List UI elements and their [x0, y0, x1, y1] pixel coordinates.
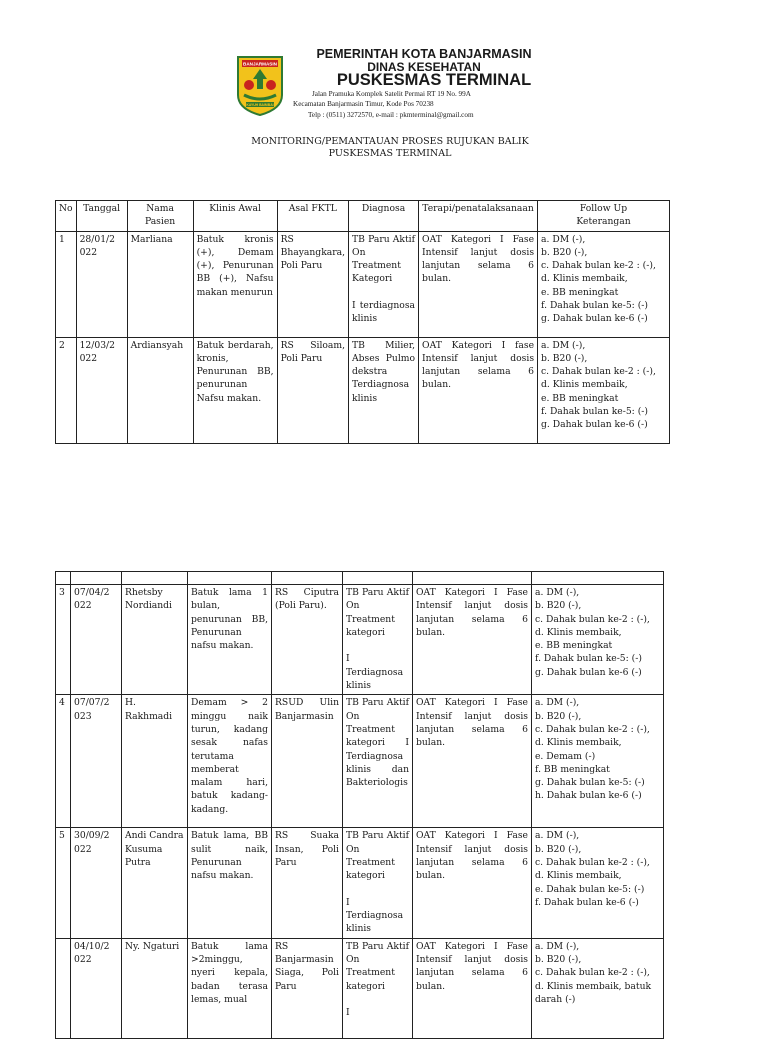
- document-subtitle: PUSKESMAS TERMINAL: [328, 148, 452, 159]
- cell-nama-pasien: Rhetsby Nordiandi: [122, 585, 188, 695]
- cell-klinis-awal: Batuk lama, BB sulit naik, Penurunan nafsu makan.: [188, 828, 272, 938]
- cell-diagnosa: TB Paru Aktif On Treatment kategori I Terdiagnosa klinis dan Bakteriologis: [343, 695, 413, 828]
- cell-tanggal: 28/01/2 022: [76, 231, 127, 337]
- cell-nama-pasien: Ny. Ngaturi: [122, 938, 188, 1038]
- follow-up-item: f. Dahak bulan ke-5: (-): [541, 300, 648, 312]
- cell-nama-pasien: Ardiansyah: [127, 337, 193, 443]
- svg-text:KAYUH BAIMBAI: KAYUH BAIMBAI: [246, 103, 274, 107]
- table-row: [56, 938, 664, 1038]
- cell-diagnosa: TB Paru Aktif On Treatment kategori I Terdiagnosa klinis: [343, 828, 413, 938]
- cell-diagnosa: TB Paru Aktif On Treatment kategori I Terdiagnosa klinis: [343, 585, 413, 695]
- follow-up-item: b. B20 (-),: [535, 843, 582, 855]
- document-title: MONITORING/PEMANTAUAN PROSES RUJUKAN BALIK: [251, 136, 529, 147]
- table-row: [56, 231, 670, 337]
- follow-up-item: d. Klinis membaik,: [535, 870, 622, 882]
- table-row: [56, 695, 664, 828]
- cell-follow-up: [532, 695, 664, 828]
- letterhead-government: PEMERINTAH KOTA BANJARMASIN: [316, 47, 532, 61]
- follow-up-item: h. Dahak bulan ke-6 (-): [535, 790, 642, 802]
- cell-tanggal: 07/07/2 023: [71, 695, 122, 828]
- letterhead-institution: PUSKESMAS TERMINAL: [336, 71, 532, 89]
- letterhead-contact: Telp : (0511) 3272570, e-mail : pkmterminal@gmail.com: [308, 111, 474, 119]
- follow-up-item: b. B20 (-),: [535, 710, 582, 722]
- follow-up-item: a. DM (-),: [541, 233, 586, 245]
- cell-terapi: OAT Kategori I fase Intensif lanjut dosis lanjutan selama 6 bulan.: [419, 337, 538, 443]
- cell-nama-pasien: H. Rakhmadi: [122, 695, 188, 828]
- header-asal-fktl: Asal FKTL: [277, 201, 348, 232]
- follow-up-item: e. BB meningkat: [541, 286, 619, 298]
- cell-diagnosa: TB Paru Aktif On Treatment kategori I: [343, 938, 413, 1038]
- header-tanggal: Tanggal: [76, 201, 127, 232]
- follow-up-item: g. Dahak bulan ke-6 (-): [541, 313, 648, 325]
- cell-nama-pasien: Andi Candra Kusuma Putra: [122, 828, 188, 938]
- follow-up-item: f. Dahak bulan ke-5: (-): [541, 406, 648, 418]
- header-terapi: Terapi/penatalaksanaan: [419, 201, 538, 232]
- header-follow-up: Follow Up Keterangan: [538, 201, 670, 232]
- header-no: No: [56, 201, 77, 232]
- follow-up-item: b. B20 (-),: [535, 600, 582, 612]
- follow-up-item: darah (-): [535, 993, 576, 1005]
- cell-klinis-awal: Demam > 2 minggu naik turun, kadang sesak nafas terutama memberat malam hari, batuk kadang-kadang.: [188, 695, 272, 828]
- table-row: [56, 337, 670, 443]
- cell-terapi: OAT Kategori I Fase Intensif lanjut dosis lanjutan selama 6 bulan.: [413, 828, 532, 938]
- table-header-row: [56, 201, 670, 232]
- cell-diagnosa: TB Paru Aktif On Treatment Kategori I terdiagnosa klinis: [349, 231, 419, 337]
- follow-up-item: d. Klinis membaik, batuk: [535, 980, 652, 992]
- header-klinis-awal: Klinis Awal: [193, 201, 277, 232]
- follow-up-item: e. BB meningkat: [541, 392, 619, 404]
- follow-up-item: d. Klinis membaik,: [541, 379, 628, 391]
- follow-up-item: e. Demam (-): [535, 750, 596, 762]
- cell-follow-up: [538, 231, 670, 337]
- follow-up-item: e. Dahak bulan ke-5: (-): [535, 883, 645, 895]
- header-diagnosa: Diagnosa: [349, 201, 419, 232]
- follow-up-item: c. Dahak bulan ke-2 : (-),: [541, 260, 656, 272]
- cell-follow-up: [532, 828, 664, 938]
- table-row: [56, 585, 664, 695]
- follow-up-item: a. DM (-),: [535, 940, 580, 952]
- cell-no: 3: [56, 585, 71, 695]
- follow-up-item: a. DM (-),: [535, 830, 580, 842]
- follow-up-item: c. Dahak bulan ke-2 : (-),: [535, 856, 650, 868]
- follow-up-item: b. B20 (-),: [535, 954, 582, 966]
- follow-up-item: g. Dahak bulan ke-6 (-): [535, 666, 642, 678]
- follow-up-item: c. Dahak bulan ke-2 : (-),: [541, 366, 656, 378]
- cell-terapi: OAT Kategori I Fase Intensif lanjut dosis lanjutan selama 6 bulan.: [413, 585, 532, 695]
- follow-up-item: c. Dahak bulan ke-2 : (-),: [535, 967, 650, 979]
- follow-up-item: a. DM (-),: [535, 697, 580, 709]
- follow-up-item: a. DM (-),: [535, 587, 580, 598]
- follow-up-item: b. B20 (-),: [541, 246, 588, 258]
- follow-up-item: g. Dahak bulan ke-5: (-): [535, 777, 645, 789]
- cell-terapi: OAT Kategori I Fase Intensif lanjut dosis lanjutan selama 6 bulan.: [413, 938, 532, 1038]
- follow-up-item: d. Klinis membaik,: [541, 273, 628, 285]
- letterhead-address-district: Kecamatan Banjarmasin Timur, Kode Pos 70238: [293, 100, 434, 108]
- cell-asal-fktl: RS Siloam, Poli Paru: [277, 337, 348, 443]
- cell-terapi: OAT Kategori I Fase Intensif lanjut dosis lanjutan selama 6 bulan.: [419, 231, 538, 337]
- follow-up-item: d. Klinis membaik,: [535, 626, 622, 638]
- cell-follow-up: [538, 337, 670, 443]
- cell-klinis-awal: Batuk berdarah, kronis, Penurunan BB, penurunan Nafsu makan.: [193, 337, 277, 443]
- follow-up-item: f. Dahak bulan ke-5: (-): [535, 653, 642, 665]
- cell-asal-fktl: RS Banjarmasin Siaga, Poli Paru: [272, 938, 343, 1038]
- cell-klinis-awal: Batuk kronis (+), Demam (+), Penurunan BB (+), Nafsu makan menurun: [193, 231, 277, 337]
- table-row: [56, 828, 664, 938]
- svg-text:BANJARMASIN: BANJARMASIN: [243, 61, 277, 67]
- cell-diagnosa: TB Milier, Abses Pulmo dekstra Terdiagnosa klinis: [349, 337, 419, 443]
- cell-no: 1: [56, 231, 77, 337]
- cell-asal-fktl: RS Bhayangkara, Poli Paru: [277, 231, 348, 337]
- cell-no: 2: [56, 337, 77, 443]
- table-spacer-row: [56, 572, 664, 585]
- cell-nama-pasien: Marliana: [127, 231, 193, 337]
- cell-no: 5: [56, 828, 71, 938]
- follow-up-item: a. DM (-),: [541, 339, 586, 351]
- follow-up-item: e. BB meningkat: [535, 640, 613, 652]
- letterhead-department: DINAS KESEHATAN: [367, 60, 481, 74]
- cell-tanggal: 07/04/2 022: [71, 585, 122, 695]
- cell-klinis-awal: Batuk lama >2minggu, nyeri kepala, badan terasa lemas, mual: [188, 938, 272, 1038]
- cell-follow-up: [532, 585, 664, 695]
- referral-monitoring-table-page1: [55, 200, 670, 444]
- follow-up-item: c. Dahak bulan ke-2 : (-),: [535, 723, 650, 735]
- header-nama-pasien: Nama Pasien: [127, 201, 193, 232]
- follow-up-item: c. Dahak bulan ke-2 : (-),: [535, 613, 650, 625]
- follow-up-item: b. B20 (-),: [541, 352, 588, 364]
- cell-tanggal: 12/03/2 022: [76, 337, 127, 443]
- follow-up-item: f. Dahak bulan ke-6 (-): [535, 896, 639, 908]
- follow-up-item: g. Dahak bulan ke-6 (-): [541, 419, 648, 431]
- cell-no: 4: [56, 695, 71, 828]
- cell-asal-fktl: RS Suaka Insan, Poli Paru: [272, 828, 343, 938]
- cell-tanggal: 30/09/2 022: [71, 828, 122, 938]
- referral-monitoring-table-page2: [55, 571, 664, 1039]
- follow-up-item: f. BB meningkat: [535, 763, 610, 775]
- cell-terapi: OAT Kategori I Fase Intensif lanjut dosis lanjutan selama 6 bulan.: [413, 695, 532, 828]
- letterhead-address-street: Jalan Pramuka Komplek Satelit Permai RT 19 No. 99A: [312, 90, 471, 98]
- cell-tanggal: 04/10/2 022: [71, 938, 122, 1038]
- follow-up-item: d. Klinis membaik,: [535, 737, 622, 749]
- cell-klinis-awal: Batuk lama 1 bulan, penurunan BB, Penurunan nafsu makan.: [188, 585, 272, 695]
- cell-asal-fktl: RSUD Ulin Banjarmasin: [272, 695, 343, 828]
- cell-follow-up: [532, 938, 664, 1038]
- cell-asal-fktl: RS Ciputra (Poli Paru).: [272, 585, 343, 695]
- cell-no: [56, 938, 71, 1038]
